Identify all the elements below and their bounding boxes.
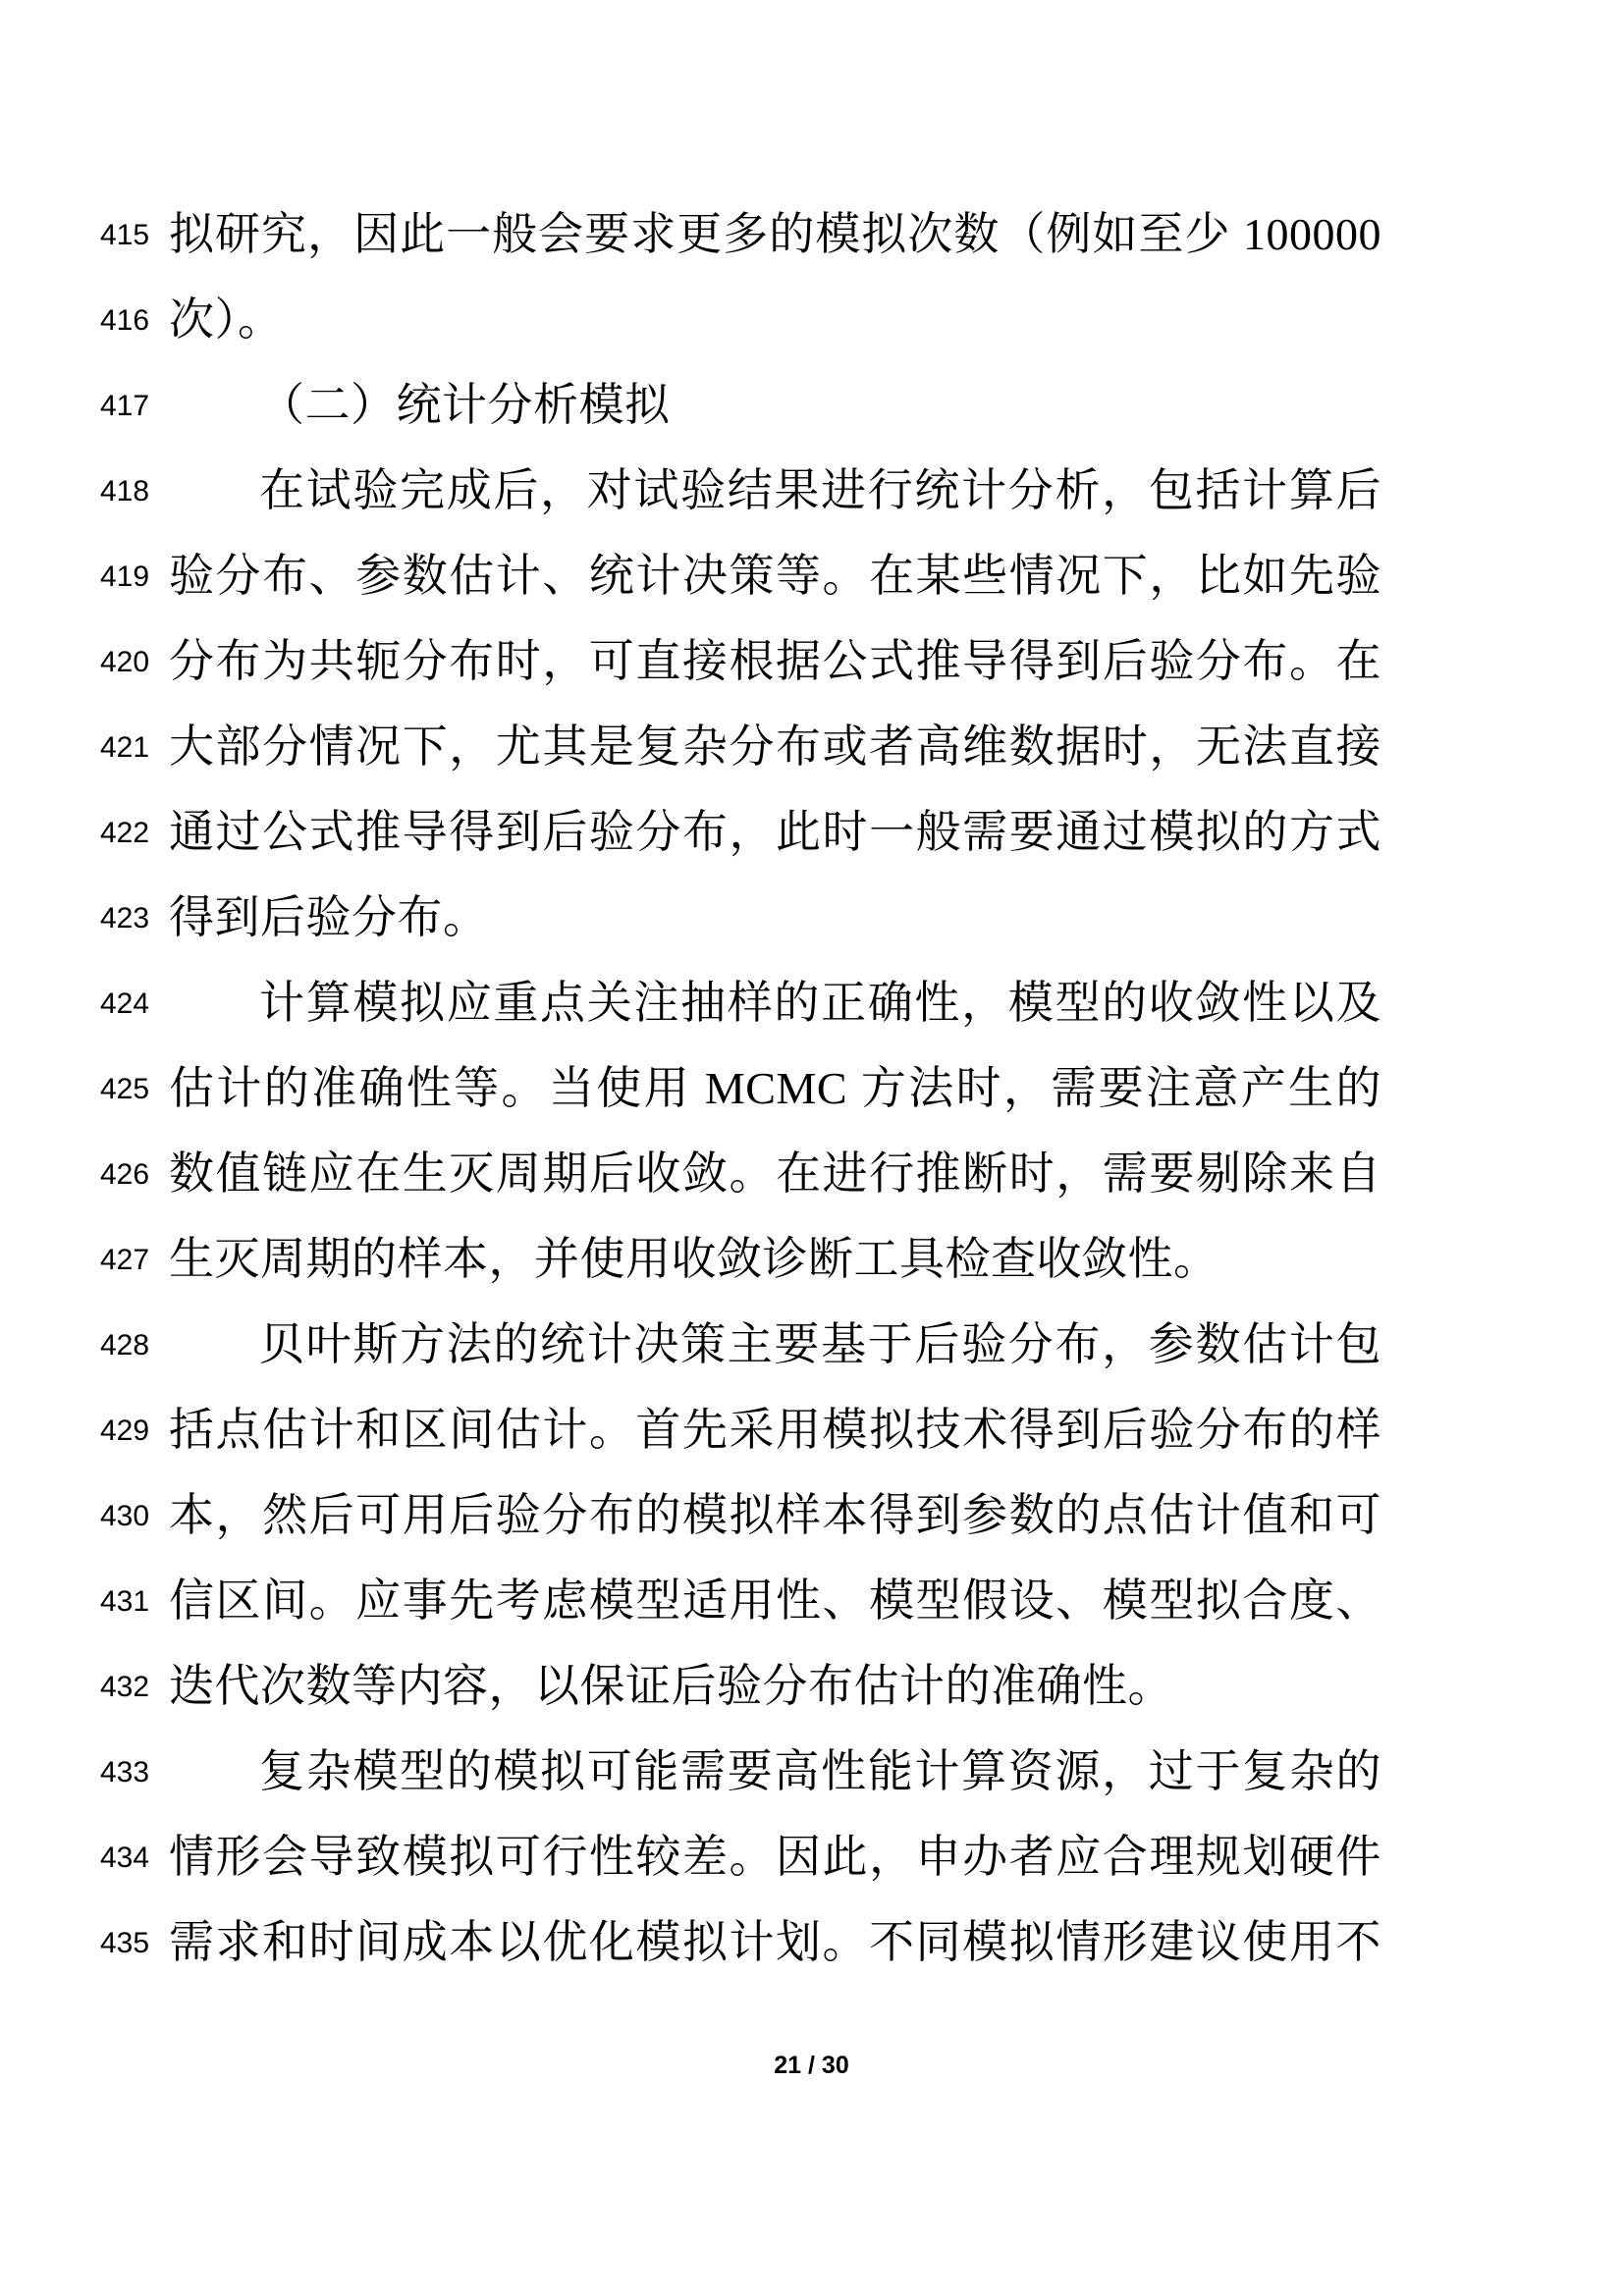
document-line: [0, 790, 1381, 876]
line-text: 计算模拟应重点关注抽样的正确性，模型的收敛性以及: [259, 978, 1381, 1029]
line-number: 422: [100, 816, 150, 849]
page-number: 21 / 30: [774, 2052, 849, 2079]
line-text: 情形会导致模拟可行性较差。因此，申办者应合理规划硬件: [169, 1832, 1381, 1883]
line-number: 417: [100, 389, 150, 422]
line-text: 信区间。应事先考虑模型适用性、模型假设、模型拟合度、: [169, 1575, 1381, 1627]
line-text: 数值链应在生灭周期后收敛。在进行推断时，需要剔除来自: [169, 1148, 1381, 1200]
line-text: 括点估计和区间估计。首先采用模拟技术得到后验分布的样: [169, 1405, 1381, 1456]
line-number: 435: [100, 1926, 150, 1959]
section-heading: （二）统计分析模拟: [259, 380, 671, 431]
document-body: [0, 192, 1381, 1986]
document-line: [0, 705, 1381, 790]
line-text: 得到后验分布。: [169, 892, 489, 943]
line-number: 430: [100, 1499, 150, 1532]
line-text: 迭代次数等内容，以保证后验分布估计的准确性。: [169, 1661, 1173, 1712]
line-text: 验分布、参数估计、统计决策等。在某些情况下，比如先验: [169, 551, 1381, 602]
line-text: 生灭周期的样本，并使用收敛诊断工具检查收敛性。: [169, 1234, 1219, 1285]
line-text: 估计的准确性等。当使用 MCMC 方法时，需要注意产生的: [169, 1063, 1381, 1114]
document-line: [0, 1388, 1381, 1473]
line-text: 本，然后可用后验分布的模拟样本得到参数的点估计值和可: [169, 1490, 1381, 1541]
line-number: 425: [100, 1072, 150, 1105]
line-number: 434: [100, 1841, 150, 1874]
document-line: [0, 1046, 1381, 1132]
line-number: 415: [100, 218, 150, 251]
document-line: [0, 1644, 1381, 1730]
document-line: [0, 1815, 1381, 1900]
page-footer: [0, 2052, 1623, 2080]
line-text: 通过公式推导得到后验分布，此时一般需要通过模拟的方式: [169, 807, 1381, 858]
line-number: 421: [100, 730, 150, 764]
document-line: [0, 1217, 1381, 1303]
line-number: 428: [100, 1328, 150, 1362]
document-line: [0, 534, 1381, 619]
line-number: 416: [100, 303, 150, 337]
line-text: 需求和时间成本以优化模拟计划。不同模拟情形建议使用不: [169, 1917, 1381, 1968]
line-number: 427: [100, 1243, 150, 1276]
line-number: 420: [100, 645, 150, 678]
line-text: 复杂模型的模拟可能需要高性能计算资源，过于复杂的: [259, 1746, 1381, 1797]
line-text: 大部分情况下，尤其是复杂分布或者高维数据时，无法直接: [169, 721, 1381, 773]
document-line: [0, 619, 1381, 705]
document-line: [0, 192, 1381, 278]
document-line: [0, 1730, 1381, 1815]
line-text: 贝叶斯方法的统计决策主要基于后验分布，参数估计包: [259, 1319, 1381, 1370]
document-line: [0, 278, 1381, 363]
line-text: 分布为共轭分布时，可直接根据公式推导得到后验分布。在: [169, 636, 1381, 687]
line-number: 423: [100, 901, 150, 934]
document-line: [0, 1559, 1381, 1644]
line-number: 419: [100, 560, 150, 593]
line-number: 433: [100, 1755, 150, 1789]
line-number: 431: [100, 1584, 150, 1618]
line-number: 432: [100, 1670, 150, 1703]
line-number: 418: [100, 474, 150, 507]
document-line: [0, 1303, 1381, 1388]
line-number: 429: [100, 1414, 150, 1447]
line-number: 424: [100, 987, 150, 1020]
document-line: [0, 449, 1381, 534]
line-text: 在试验完成后，对试验结果进行统计分析，包括计算后: [259, 465, 1381, 516]
line-number: 426: [100, 1157, 150, 1191]
document-line: [0, 1900, 1381, 1986]
document-line: [0, 1473, 1381, 1559]
document-line: [0, 961, 1381, 1046]
line-text: 拟研究，因此一般会要求更多的模拟次数（例如至少 100000: [169, 209, 1381, 260]
document-line: [0, 1132, 1381, 1217]
document-line: [0, 876, 1381, 961]
document-line: [0, 363, 1381, 449]
line-text: 次）。: [169, 294, 284, 346]
